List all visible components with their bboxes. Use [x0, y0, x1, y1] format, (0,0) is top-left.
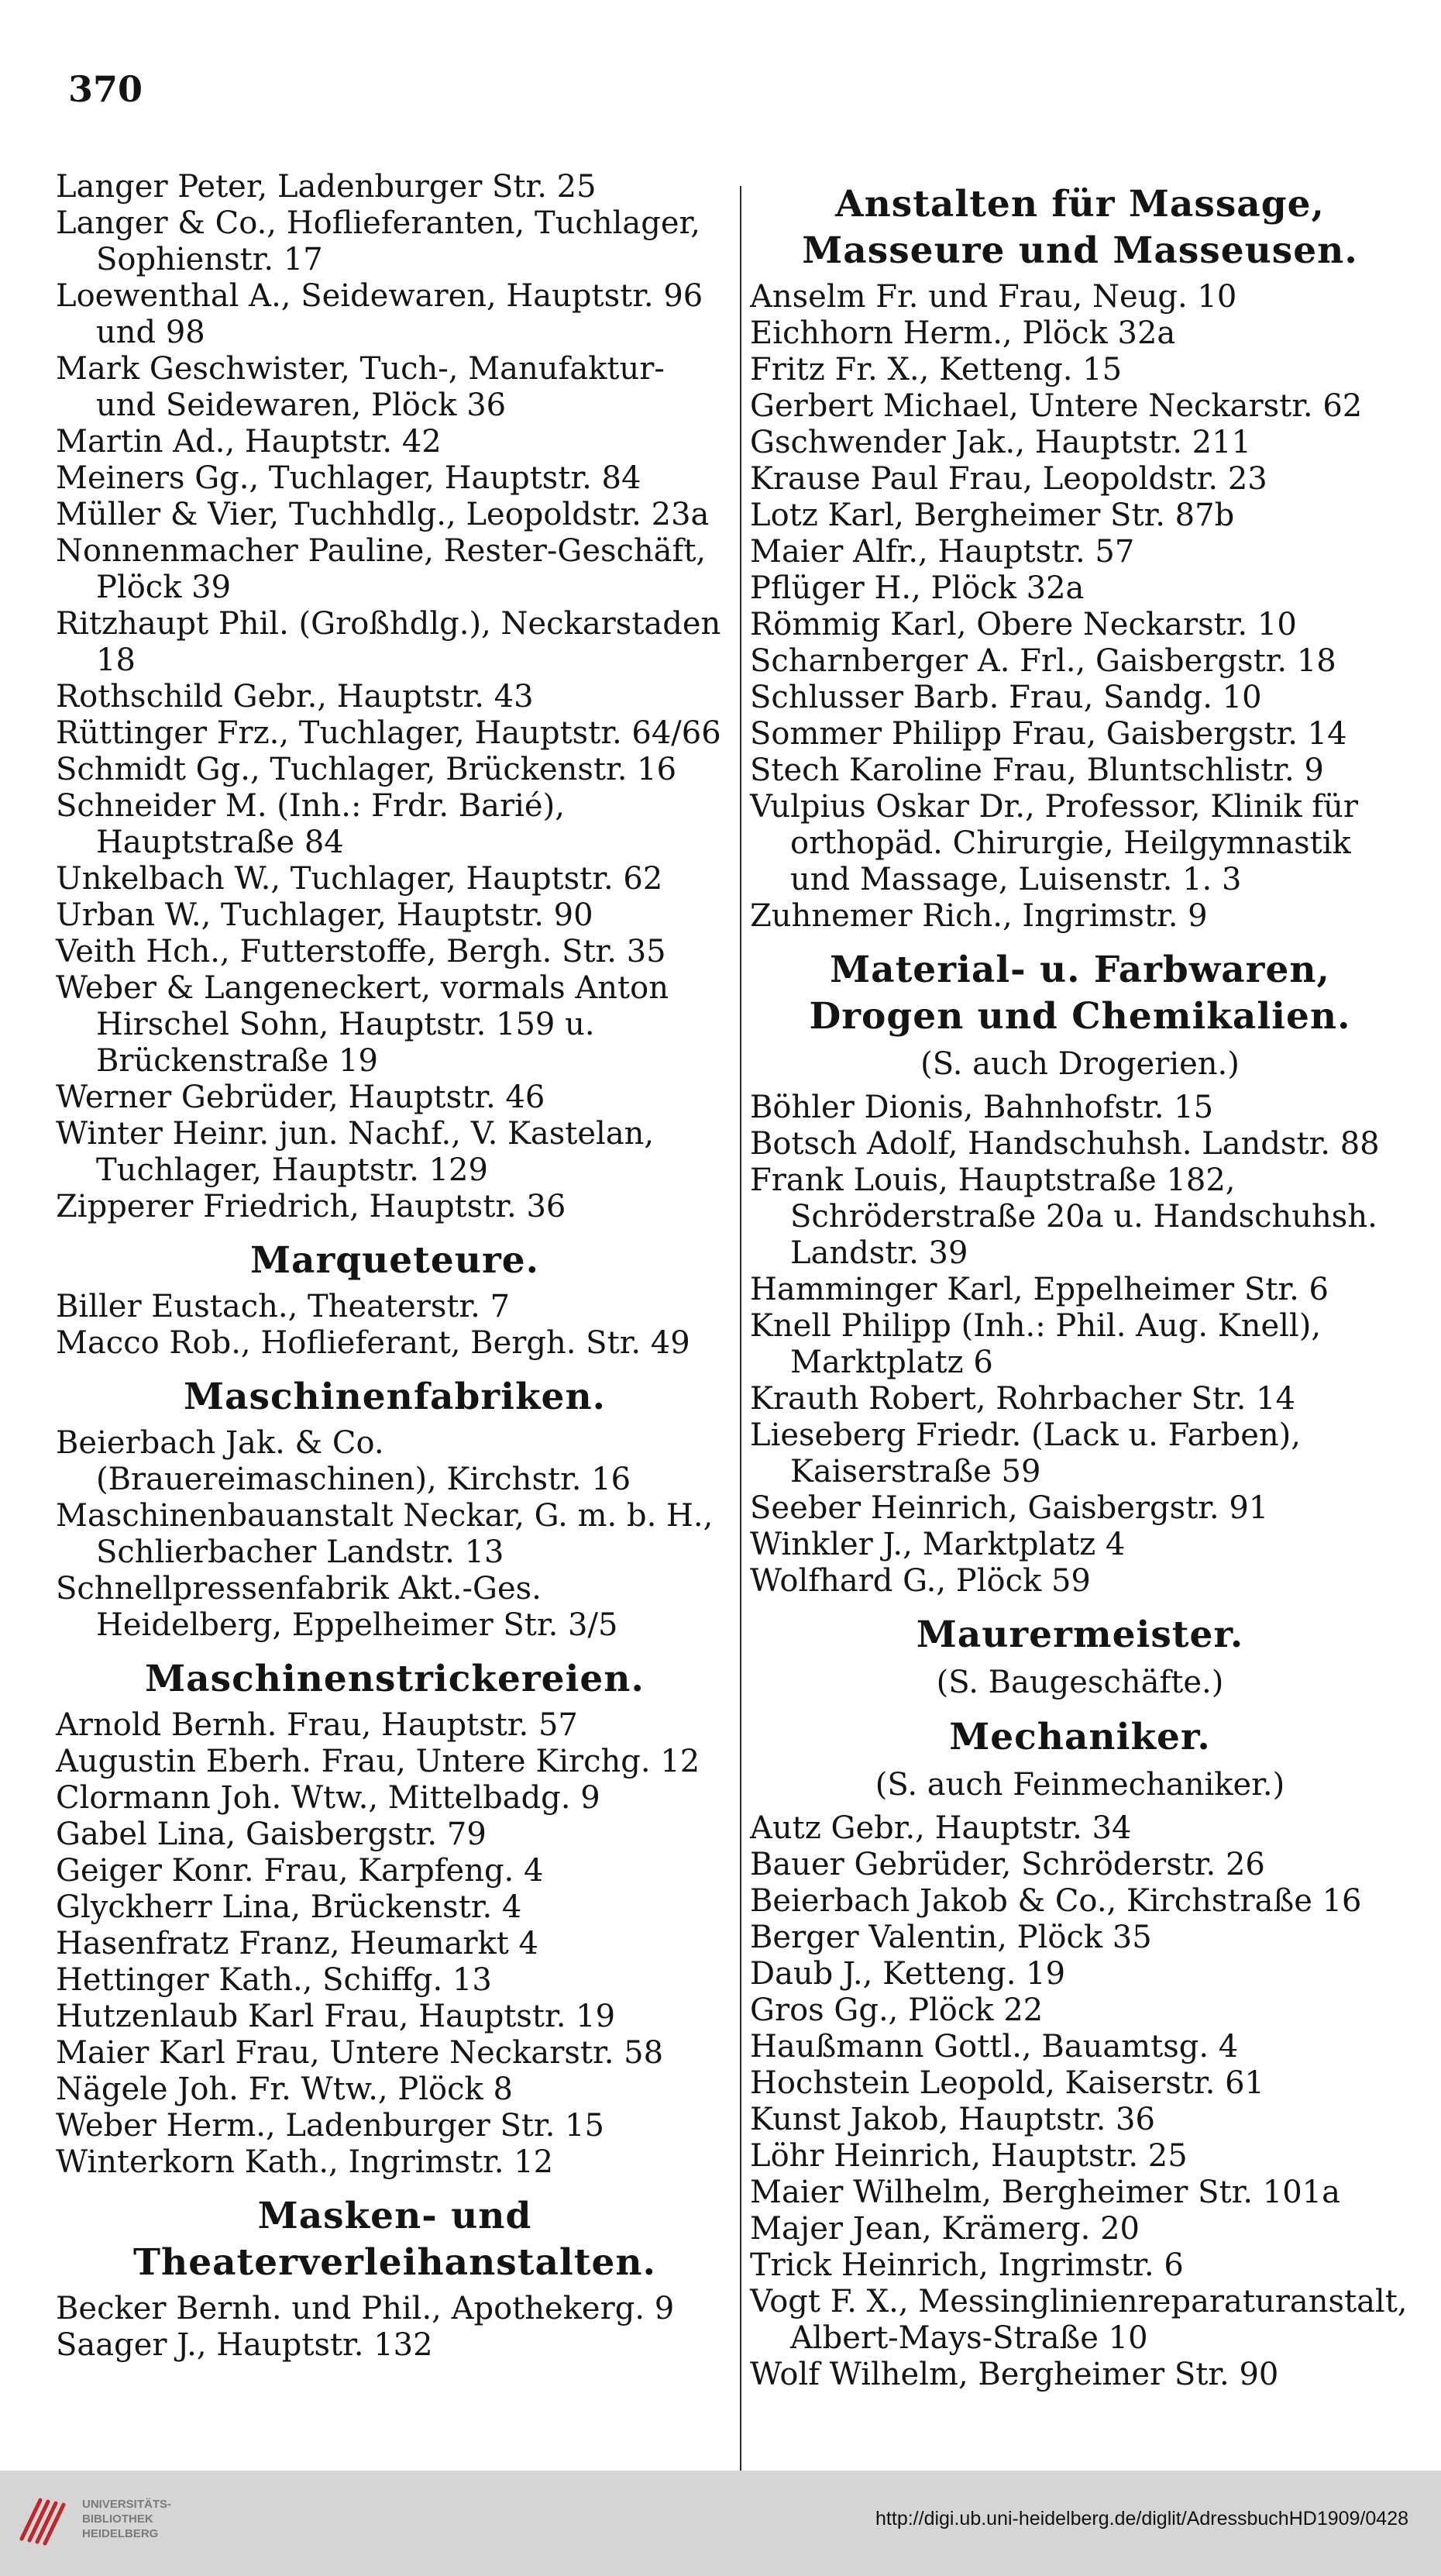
- directory-entry: Scharnberger A. Frl., Gaisbergstr. 18: [750, 643, 1336, 679]
- directory-entry: Mark Geschwister, Tuch-, Manufaktur- und Seidewaren, Plöck 36: [56, 351, 665, 423]
- column-divider: [740, 186, 741, 2526]
- directory-entry: Maier Karl Frau, Untere Neckarstr. 58: [56, 2035, 664, 2071]
- directory-entry: Krauth Robert, Rohrbacher Str. 14: [750, 1381, 1296, 1417]
- directory-entry: Sommer Philipp Frau, Gaisbergstr. 14: [750, 716, 1347, 752]
- directory-entry: Lieseberg Friedr. (Lack u. Farben), Kaiserstraße 59: [750, 1417, 1301, 1489]
- right-column: [750, 169, 1410, 2393]
- directory-entry: Rüttinger Frz., Tuchlager, Hauptstr. 64/66: [56, 715, 721, 751]
- directory-entry: Martin Ad., Hauptstr. 42: [56, 424, 442, 460]
- directory-entry: Hutzenlaub Karl Frau, Hauptstr. 19: [56, 1999, 616, 2034]
- directory-entry: Beierbach Jakob & Co., Kirchstraße 16: [750, 1883, 1362, 1919]
- directory-entry: Saager J., Hauptstr. 132: [56, 2327, 433, 2363]
- directory-entry: Trick Heinrich, Ingrimstr. 6: [750, 2247, 1184, 2283]
- directory-entry: Eichhorn Herm., Plöck 32a: [750, 315, 1176, 351]
- directory-entry: Loewenthal A., Seidewaren, Hauptstr. 96 und 98: [56, 278, 703, 350]
- directory-entry: Clormann Joh. Wtw., Mittelbadg. 9: [56, 1780, 600, 1816]
- directory-entry: Nonnenmacher Pauline, Rester-Geschäft, Plöck 39: [56, 533, 707, 605]
- directory-entry: Seeber Heinrich, Gaisbergstr. 91: [750, 1490, 1269, 1526]
- logo-line-2: BIBLIOTHEK: [82, 2512, 153, 2526]
- directory-entry: Schmidt Gg., Tuchlager, Brückenstr. 16: [56, 752, 677, 787]
- directory-entry: Nägele Joh. Fr. Wtw., Plöck 8: [56, 2071, 513, 2107]
- directory-entry: Lotz Karl, Bergheimer Str. 87b: [750, 498, 1235, 533]
- directory-entry: Schlusser Barb. Frau, Sandg. 10: [750, 680, 1262, 715]
- directory-section: [56, 2193, 734, 2364]
- directory-entry: Beierbach Jak. & Co. (Brauereimaschinen), Kirchstr. 16: [56, 1425, 631, 1497]
- directory-entry: Winter Heinr. jun. Nachf., V. Kastelan, Tuchlager, Hauptstr. 129: [56, 1116, 655, 1188]
- left-column: [56, 169, 734, 2364]
- directory-entry: Hettinger Kath., Schiffg. 13: [56, 1962, 492, 1998]
- directory-section: [750, 1714, 1410, 2393]
- directory-entry: Fritz Fr. X., Ketteng. 15: [750, 352, 1123, 387]
- section-heading: Material- u. Farbwaren, Drogen und Chemikalien.: [809, 949, 1351, 1038]
- directory-entry: Löhr Heinrich, Hauptstr. 25: [750, 2138, 1188, 2174]
- section-heading: Maurermeister.: [916, 1613, 1244, 1656]
- page-number: 370: [68, 68, 143, 110]
- directory-entry: Geiger Konr. Frau, Karpfeng. 4: [56, 1853, 544, 1889]
- section-subheading: (S. auch Drogerien.): [920, 1046, 1240, 1082]
- directory-section: [750, 1612, 1410, 1702]
- directory-entry: Arnold Bernh. Frau, Hauptstr. 57: [56, 1707, 578, 1743]
- directory-entry: Stech Karoline Frau, Bluntschlistr. 9: [750, 752, 1324, 788]
- directory-section: [56, 1656, 734, 2181]
- directory-entry: Becker Bernh. und Phil., Apothekerg. 9: [56, 2291, 675, 2326]
- directory-entry: Schneider M. (Inh.: Frdr. Barié), Hauptstraße 84: [56, 788, 565, 860]
- directory-entry: Zuhnemer Rich., Ingrimstr. 9: [750, 898, 1208, 934]
- directory-entry: Gros Gg., Plöck 22: [750, 1992, 1044, 2028]
- directory-entry: Römmig Karl, Obere Neckarstr. 10: [750, 607, 1297, 642]
- footer-bar: [0, 2471, 1441, 2576]
- directory-entry: Autz Gebr., Hauptstr. 34: [750, 1810, 1132, 1846]
- section-heading: Maschinenfabriken.: [184, 1376, 606, 1418]
- library-logo-icon: [17, 2492, 73, 2548]
- directory-section: [56, 1374, 734, 1644]
- directory-entry: Vulpius Oskar Dr., Professor, Klinik für orthopäd. Chirurgie, Heilgymnastik und Massage, Luisenstr. 1. 3: [750, 789, 1359, 897]
- section-subheading: (S. auch Feinmechaniker.): [875, 1767, 1285, 1803]
- directory-section: [56, 1238, 734, 1362]
- directory-entry: Hasenfratz Franz, Heumarkt 4: [56, 1926, 539, 1961]
- directory-entry: Rothschild Gebr., Hauptstr. 43: [56, 679, 534, 715]
- directory-entry: Krause Paul Frau, Leopoldstr. 23: [750, 461, 1267, 497]
- directory-entry: Biller Eustach., Theaterstr. 7: [56, 1289, 511, 1324]
- directory-entry: Weber & Langeneckert, vormals Anton Hirschel Sohn, Hauptstr. 159 u. Brückenstraße 19: [56, 970, 669, 1079]
- directory-entry: Anselm Fr. und Frau, Neug. 10: [750, 279, 1237, 315]
- directory-entry: Vogt F. X., Messinglinienreparaturanstalt, Albert-Mays-Straße 10: [750, 2284, 1408, 2356]
- logo-line-1: UNIVERSITÄTS-: [82, 2498, 172, 2511]
- directory-entry: Wolfhard G., Plöck 59: [750, 1563, 1091, 1599]
- directory-entry: Majer Jean, Krämerg. 20: [750, 2211, 1140, 2247]
- directory-entry: Macco Rob., Hoflieferant, Bergh. Str. 49: [56, 1325, 690, 1361]
- directory-entry: Wolf Wilhelm, Bergheimer Str. 90: [750, 2357, 1279, 2392]
- directory-entry: Augustin Eberh. Frau, Untere Kirchg. 12: [56, 1744, 700, 1779]
- directory-entry: Meiners Gg., Tuchlager, Hauptstr. 84: [56, 460, 641, 496]
- directory-entry: Berger Valentin, Plöck 35: [750, 1920, 1152, 1955]
- directory-entry: Haußmann Gottl., Bauamtsg. 4: [750, 2029, 1239, 2065]
- directory-entry: Urban W., Tuchlager, Hauptstr. 90: [56, 897, 593, 933]
- directory-entry: Böhler Dionis, Bahnhofstr. 15: [750, 1090, 1214, 1125]
- section-heading: Anstalten für Massage, Masseure und Masseusen.: [802, 183, 1358, 272]
- library-logo-text: [82, 2497, 171, 2541]
- directory-section: [750, 947, 1410, 1600]
- directory-entry: Winkler J., Marktplatz 4: [750, 1527, 1126, 1562]
- directory-section: [750, 181, 1410, 935]
- directory-entry: Schnellpressenfabrik Akt.-Ges. Heidelberg, Eppelheimer Str. 3/5: [56, 1571, 618, 1643]
- logo-line-3: HEIDELBERG: [82, 2527, 159, 2540]
- directory-entry: Ritzhaupt Phil. (Großhdlg.), Neckarstaden 18: [56, 606, 721, 678]
- directory-entry: Weber Herm., Ladenburger Str. 15: [56, 2108, 604, 2144]
- directory-entry: Maier Wilhelm, Bergheimer Str. 101a: [750, 2175, 1340, 2210]
- directory-entry: Gschwender Jak., Hauptstr. 211: [750, 425, 1251, 460]
- library-logo[interactable]: [17, 2488, 203, 2557]
- section-subheading: (S. Baugeschäfte.): [936, 1665, 1224, 1700]
- directory-entry: Hochstein Leopold, Kaiserstr. 61: [750, 2065, 1265, 2101]
- directory-entry: Knell Philipp (Inh.: Phil. Aug. Knell), Marktplatz 6: [750, 1308, 1322, 1380]
- section-heading: Marqueteure.: [250, 1239, 539, 1282]
- directory-entry: Pflüger H., Plöck 32a: [750, 570, 1085, 606]
- section-heading: Maschinenstrickereien.: [145, 1658, 645, 1700]
- directory-entry: Glyckherr Lina, Brückenstr. 4: [56, 1889, 522, 1925]
- directory-entry: Bauer Gebrüder, Schröderstr. 26: [750, 1847, 1265, 1882]
- source-url-link[interactable]: http://digi.ub.uni-heidelberg.de/diglit/AdressbuchHD1909/0428: [875, 2508, 1408, 2530]
- directory-entry: Maschinenbauanstalt Neckar, G. m. b. H., Schlierbacher Landstr. 13: [56, 1498, 714, 1570]
- directory-entry: Daub J., Ketteng. 19: [750, 1956, 1066, 1992]
- directory-entry: Kunst Jakob, Hauptstr. 36: [750, 2102, 1155, 2137]
- directory-section: [56, 169, 734, 1225]
- directory-entry: Maier Alfr., Hauptstr. 57: [750, 534, 1135, 570]
- directory-entry: Winterkorn Kath., Ingrimstr. 12: [56, 2144, 554, 2180]
- directory-entry: Hamminger Karl, Eppelheimer Str. 6: [750, 1272, 1329, 1307]
- directory-entry: Müller & Vier, Tuchhdlg., Leopoldstr. 23a: [56, 497, 710, 532]
- section-heading: Mechaniker.: [949, 1716, 1211, 1758]
- directory-entry: Gerbert Michael, Untere Neckarstr. 62: [750, 388, 1363, 424]
- directory-entry: Frank Louis, Hauptstraße 182, Schröderstraße 20a u. Handschuhsh. Landstr. 39: [750, 1162, 1377, 1271]
- directory-entry: Langer Peter, Ladenburger Str. 25: [56, 169, 597, 205]
- directory-entry: Werner Gebrüder, Hauptstr. 46: [56, 1080, 545, 1115]
- directory-entry: Gabel Lina, Gaisbergstr. 79: [56, 1817, 487, 1852]
- directory-entry: Zipperer Friedrich, Hauptstr. 36: [56, 1189, 566, 1224]
- directory-entry: Botsch Adolf, Handschuhsh. Landstr. 88: [750, 1126, 1380, 1162]
- directory-entry: Unkelbach W., Tuchlager, Hauptstr. 62: [56, 861, 663, 897]
- directory-entry: Veith Hch., Futterstoffe, Bergh. Str. 35: [56, 934, 666, 969]
- directory-entry: Langer & Co., Hoflieferanten, Tuchlager, Sophienstr. 17: [56, 205, 700, 277]
- section-heading: Masken- und Theaterverleihanstalten.: [133, 2195, 656, 2284]
